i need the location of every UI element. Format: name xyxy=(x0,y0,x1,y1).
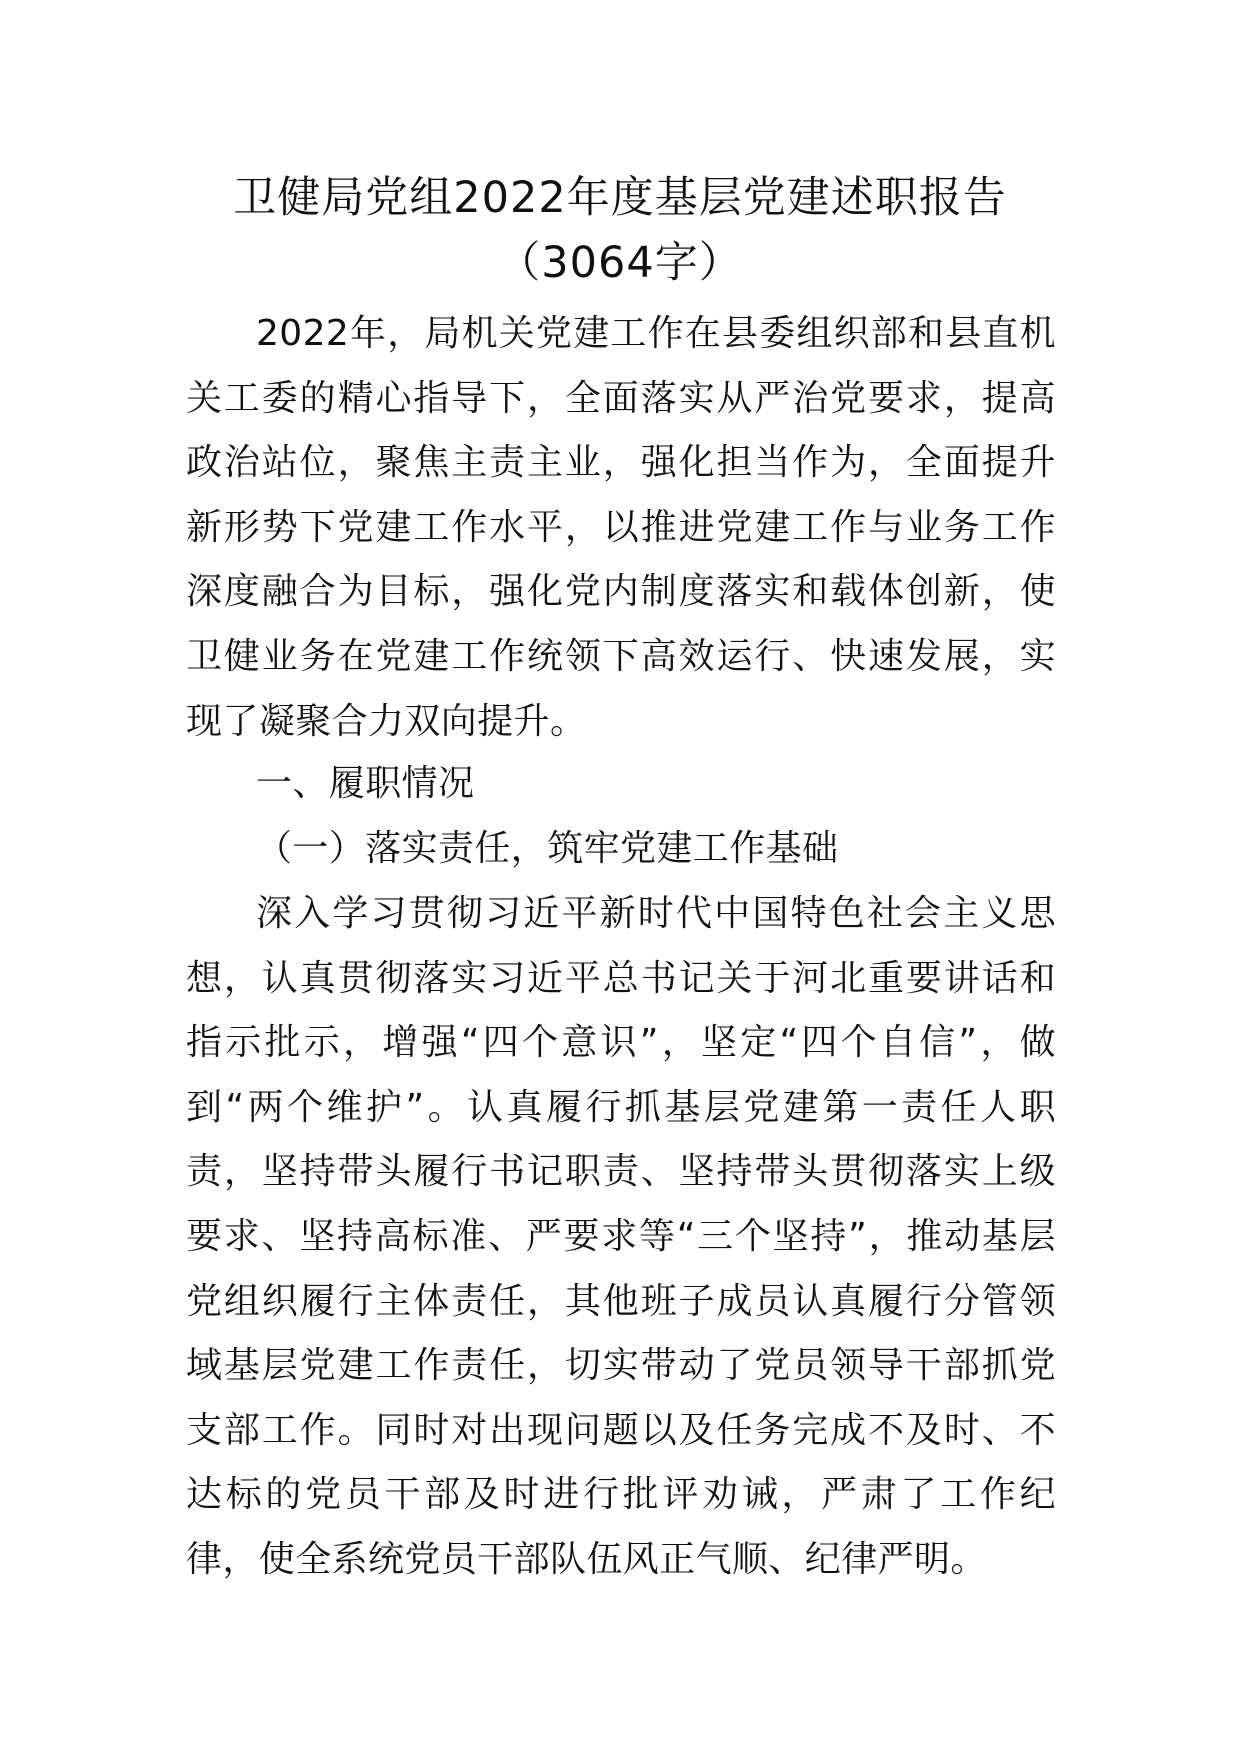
document-subtitle: （3064字） xyxy=(497,238,743,288)
document-title: 卫健局党组2022年度基层党建述职报告 xyxy=(233,173,1007,223)
subsection-heading: （一）落实责任，筑牢党建工作基础 xyxy=(256,828,839,869)
section-body-paragraph: 深入学习贯彻习近平新时代中国特色社会主义思想，认真贯彻落实习近平总书记关于河北重要讲话和指示批示，增强“四个意识”，坚定“四个自信”，做到“两个维护”。认真履行抓基层党建第一责任人职责，坚持带头履行书记职责、坚持带头贯彻落实上级要求、坚持高标准、严要求等“三个坚持”，推动基层党组织履行主体责任，其他班子成员认真履行分管领域基层党建工作责任，切实带动了党员领导干部抓党支部工作。同时对出现问题以及任务完成不及时、不达标的党员干部及时进行批评劝诫，严肃了工作纪律，使全系统党员干部队伍风正气顺、纪律严明。 xyxy=(186,893,1056,1580)
section-heading: 一、履职情况 xyxy=(256,763,475,804)
intro-paragraph: 2022年，局机关党建工作在县委组织部和县直机关工委的精心指导下，全面落实从严治党要求，提高政治站位，聚焦主责主业，强化担当作为，全面提升新形势下党建工作水平，以推进党建工作与业务工作深度融合为目标，强化党内制度落实和载体创新，使卫健业务在党建工作统领下高效运行、快速发展，实现了凝聚合力双向提升。 xyxy=(186,313,1056,742)
